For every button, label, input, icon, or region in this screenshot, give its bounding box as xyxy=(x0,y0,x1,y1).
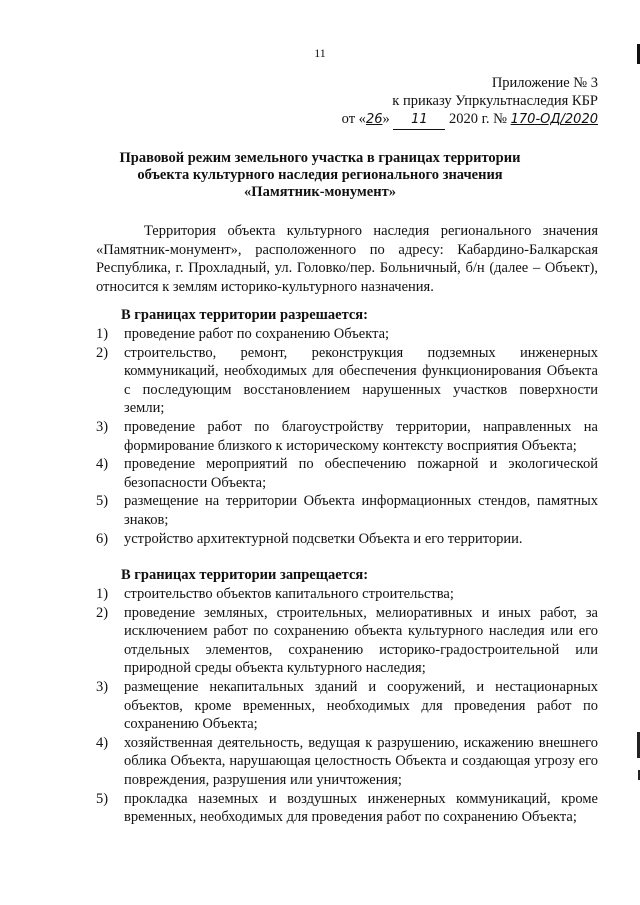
list-item-text: размещение на территории Объекта информационных стендов, памятных знаков; xyxy=(124,493,598,528)
list-item-number: 3) xyxy=(96,678,109,695)
list-item xyxy=(96,325,598,344)
appendix-header xyxy=(342,74,598,130)
list-item xyxy=(96,344,598,418)
list-item-text: прокладка наземных и воздушных инженерных коммуникаций, кроме временных, необходимых для проведения работ по сохранению Объекта; xyxy=(124,790,598,826)
list-item-text: проведение работ по благоустройству территории, направленных на формирование близкого к историческому контексту восприятия Объекта; xyxy=(124,418,598,454)
list-item-number: 3) xyxy=(96,418,109,435)
date-month-blank xyxy=(393,110,445,130)
list-item xyxy=(96,678,598,734)
title-line-3: «Памятник-монумент» xyxy=(244,184,396,200)
date-day: 26 xyxy=(365,112,383,127)
list-item-text: устройство архитектурной подсветки Объекта и его территории. xyxy=(124,530,523,547)
list-item xyxy=(96,790,598,827)
document-title xyxy=(0,150,640,201)
list-item xyxy=(96,492,598,529)
intro-paragraph: Территория объекта культурного наследия регионального значения «Памятник-монумент», расположенного по адресу: Кабардино-Балкарская Республика, г. Прохладный, ул. Головко/пер. Больничный, б/н (далее – Объект), относится к землям историко-культурного назначения. xyxy=(96,223,598,295)
title-line-2: объекта культурного наследия регионального значения xyxy=(137,167,503,183)
list-item-number: 1) xyxy=(96,586,109,602)
list-item-text: размещение некапитальных зданий и сооружений, и нестационарных объектов, кроме временных, необходимых для проведения работ по сохранению Объекта; xyxy=(124,678,598,733)
list-item-text: строительство объектов капитального строительства; xyxy=(124,586,454,602)
appendix-date-line xyxy=(342,110,598,130)
list-item xyxy=(96,455,598,492)
list-item-number: 1) xyxy=(96,326,109,342)
page-number: 11 xyxy=(314,46,326,60)
list-item-number: 6) xyxy=(96,530,109,547)
order-number: 170-ОД/2020 xyxy=(510,112,598,127)
list-item xyxy=(96,418,598,455)
appendix-line-2: к приказу Упркультнаследия КБР xyxy=(392,93,598,109)
list-item-text: строительство, ремонт, реконструкция подземных инженерных коммуникаций, необходимых для обеспечения функционирования Объекта с последующим восстановлением нарушенных участков поверхности земли; xyxy=(124,344,598,417)
date-prefix: от « xyxy=(341,111,366,127)
date-year: 2020 г. № xyxy=(448,111,508,127)
list-item-text: проведение работ по сохранению Объекта; xyxy=(124,326,390,342)
list-item-number: 4) xyxy=(96,456,109,473)
list-item xyxy=(96,530,598,549)
list-item xyxy=(96,585,598,604)
list-item-text: проведение мероприятий по обеспечению пожарной и экологической безопасности Объекта; xyxy=(124,456,598,491)
prohibited-list xyxy=(96,585,598,827)
list-item-text: хозяйственная деятельность, ведущая к разрушению, искажению внешнего облика Объекта, нарушающая целостность Объекта и создающая угрозу его повреждения, разрушения или уничтожения; xyxy=(124,734,598,788)
title-line-1: Правовой режим земельного участка в границах территории xyxy=(119,150,521,166)
allowed-heading: В границах территории разрешается: xyxy=(121,307,368,323)
list-item-number: 5) xyxy=(96,790,109,807)
list-item xyxy=(96,734,598,790)
list-item-number: 2) xyxy=(96,604,109,621)
list-item xyxy=(96,604,598,678)
appendix-line-1: Приложение № 3 xyxy=(491,75,598,91)
date-mid: » xyxy=(382,111,390,127)
allowed-list xyxy=(96,325,598,548)
prohibited-heading: В границах территории запрещается: xyxy=(121,567,369,583)
list-item-number: 5) xyxy=(96,493,109,510)
list-item-text: проведение земляных, строительных, мелиоративных и иных работ, за исключением работ по сохранению объекта культурного наследия или его отдельных элементов, сохранению историко-градостроительной или природной среды объекта культурного наследия; xyxy=(124,604,598,677)
list-item-number: 4) xyxy=(96,734,109,751)
list-item-number: 2) xyxy=(96,344,109,361)
date-month: 11 xyxy=(411,112,428,127)
